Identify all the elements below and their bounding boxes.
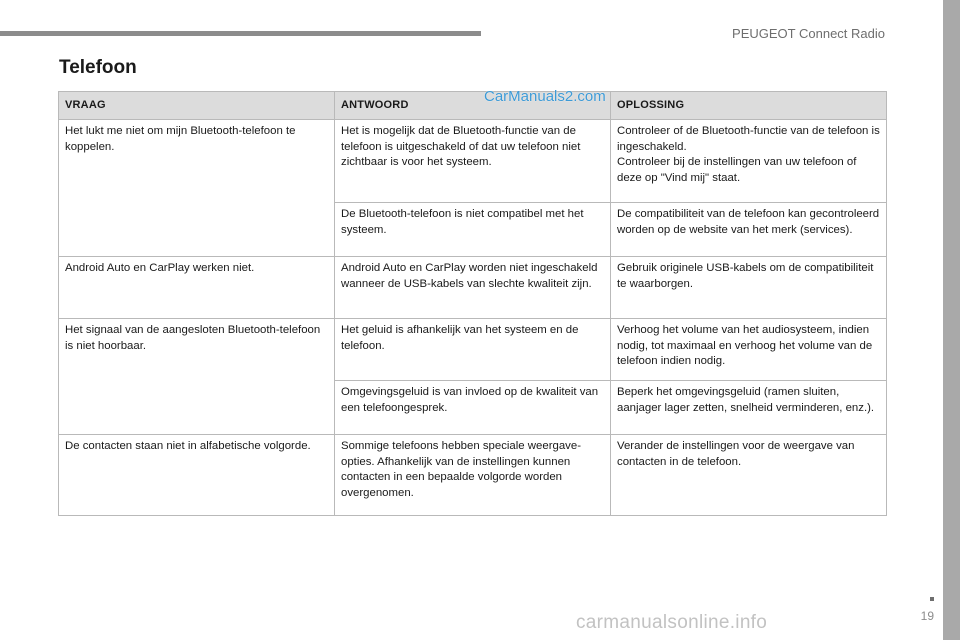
solution-line — [617, 124, 880, 186]
question-cell: Het lukt me niet om mijn Bluetooth-telefoon te koppelen. — [59, 120, 335, 257]
solution-cell: Verhoog het volume van het audiosysteem, indien nodig, tot maximaal en verhoog het volume van de telefoon indien nodig. — [611, 319, 887, 381]
table-header-row — [59, 92, 887, 120]
page-title: Telefoon — [59, 57, 137, 78]
header-label: PEUGEOT Connect Radio — [732, 26, 885, 41]
watermark-top: CarManuals2.com — [484, 88, 606, 105]
header-antwoord: ANTWOORD — [335, 92, 611, 120]
answer-cell: De Bluetooth-telefoon is niet compatibel met het systeem. — [335, 203, 611, 257]
solution-text: Controleer of de Bluetooth-functie van de telefoon is ingeschakeld. Controleer bij de instellingen van uw telefoon of deze op "Vind mij" staat. — [617, 125, 880, 184]
watermark-bottom: carmanualsonline.info — [576, 612, 768, 633]
answer-cell: Android Auto en CarPlay worden niet ingeschakeld wanneer de USB-kabels van slechte kwaliteit zijn. — [335, 257, 611, 319]
header-rule — [0, 31, 481, 36]
table-row — [59, 257, 887, 319]
table-row — [59, 120, 887, 203]
page-marker — [930, 597, 934, 601]
header-vraag: VRAAG — [59, 92, 335, 120]
solution-cell: De compatibiliteit van de telefoon kan gecontroleerd worden op de website van het merk (services). — [611, 203, 887, 257]
answer-cell: Het geluid is afhankelijk van het systeem en de telefoon. — [335, 319, 611, 381]
table-row — [59, 435, 887, 516]
question-cell: Android Auto en CarPlay werken niet. — [59, 257, 335, 319]
answer-cell: Het is mogelijk dat de Bluetooth-functie van de telefoon is uitgeschakeld of dat uw telefoon niet zichtbaar is voor het systeem. — [335, 120, 611, 203]
faq-table — [58, 91, 887, 516]
table-row — [59, 319, 887, 381]
answer-cell: Omgevingsgeluid is van invloed op de kwaliteit van een telefoongesprek. — [335, 381, 611, 435]
solution-cell: Gebruik originele USB-kabels om de compatibiliteit te waarborgen. — [611, 257, 887, 319]
header-oplossing: OPLOSSING — [611, 92, 887, 120]
page-number: 19 — [920, 609, 934, 623]
answer-cell: Sommige telefoons hebben speciale weergave-opties. Afhankelijk van de instellingen kunnen contacten in een bepaalde volgorde worden overgenomen. — [335, 435, 611, 516]
solution-cell: Verander de instellingen voor de weergave van contacten in de telefoon. — [611, 435, 887, 516]
question-cell: De contacten staan niet in alfabetische volgorde. — [59, 435, 335, 516]
solution-cell: Beperk het omgevingsgeluid (ramen sluiten, aanjager lager zetten, snelheid verminderen, enz.). — [611, 381, 887, 435]
side-strip — [943, 0, 960, 640]
solution-cell — [611, 120, 887, 203]
question-cell: Het signaal van de aangesloten Bluetooth-telefoon is niet hoorbaar. — [59, 319, 335, 435]
